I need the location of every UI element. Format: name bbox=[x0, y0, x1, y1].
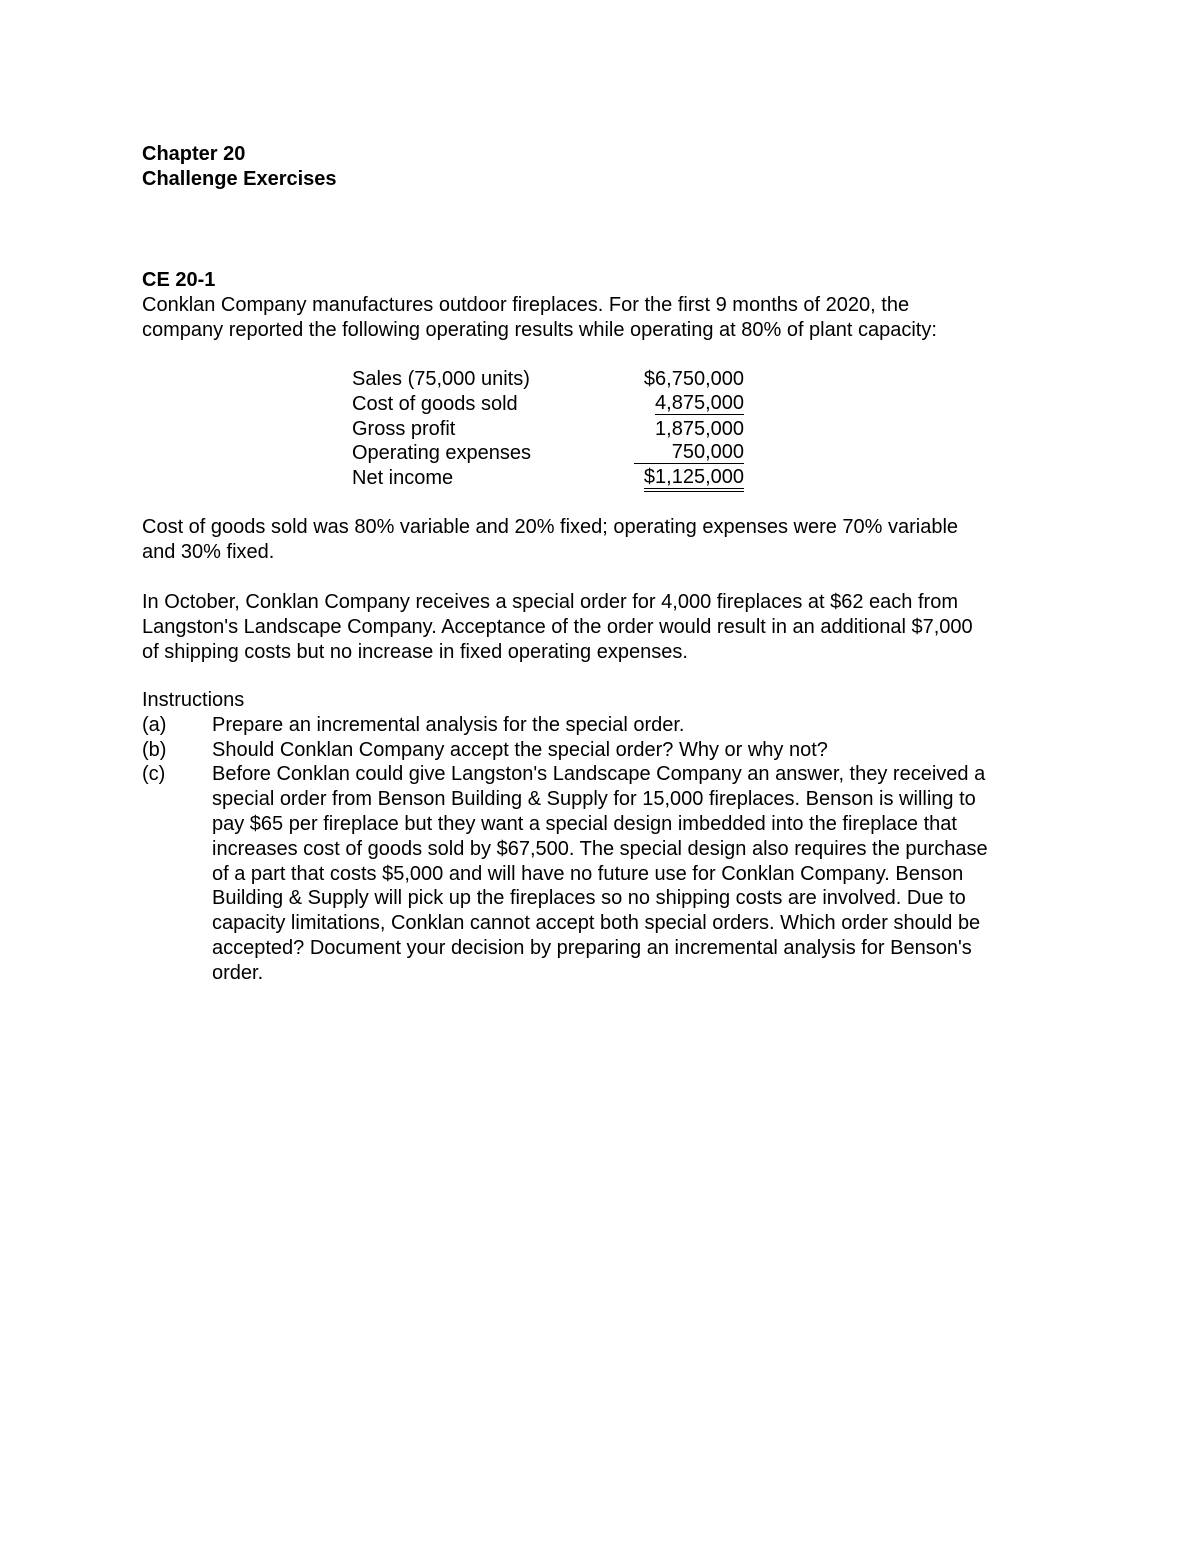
statement-label: Net income bbox=[352, 467, 454, 490]
instruction-item bbox=[142, 738, 1072, 763]
exercise-id: CE 20-1 bbox=[142, 269, 216, 291]
instruction-line: accepted? Document your decision by preparing an incremental analysis for Benson's bbox=[212, 936, 972, 959]
instruction-letter: (c) bbox=[142, 763, 166, 786]
instructions bbox=[142, 688, 1072, 986]
statement-value: 1,875,000 bbox=[655, 417, 744, 440]
statement-row bbox=[352, 392, 744, 417]
instruction-line: special order from Benson Building & Supply for 15,000 fireplaces. Benson is willing to bbox=[212, 788, 976, 811]
exercise-intro bbox=[142, 268, 1072, 342]
statement-label: Sales (75,000 units) bbox=[352, 368, 530, 390]
statement-row bbox=[352, 417, 744, 442]
statement-label: Operating expenses bbox=[352, 442, 532, 465]
statement-value: 4,875,000 bbox=[655, 391, 744, 414]
paragraph-line: Langston's Landscape Company. Acceptance of the order would result in an additional $7,000 bbox=[142, 615, 973, 638]
instruction-line: increases cost of goods sold by $67,500. The special design also requires the purchase bbox=[212, 837, 988, 860]
instruction-line: Should Conklan Company accept the special order? Why or why not? bbox=[212, 738, 828, 761]
section-title: Challenge Exercises bbox=[142, 167, 337, 190]
statement-row bbox=[352, 367, 744, 392]
statement-label: Cost of goods sold bbox=[352, 392, 518, 415]
order-paragraph bbox=[142, 590, 1072, 664]
statement-row bbox=[352, 441, 744, 466]
statement-value: 750,000 bbox=[634, 441, 744, 464]
document-header bbox=[142, 142, 337, 192]
statement-value: $6,750,000 bbox=[643, 368, 744, 390]
paragraph-line: and 30% fixed. bbox=[142, 540, 275, 563]
statement-value: $1,125,000 bbox=[644, 466, 744, 492]
instruction-line: Prepare an incremental analysis for the special order. bbox=[212, 713, 685, 736]
paragraph-line: In October, Conklan Company receives a special order for 4,000 fireplaces at $62 each from bbox=[142, 591, 958, 613]
statement-label: Gross profit bbox=[352, 417, 456, 440]
cost-paragraph bbox=[142, 515, 1072, 565]
instruction-letter: (a) bbox=[142, 713, 167, 736]
instruction-line: pay $65 per fireplace but they want a special design imbedded into the fireplace that bbox=[212, 812, 957, 835]
instruction-letter: (b) bbox=[142, 738, 167, 761]
intro-line: company reported the following operating results while operating at 80% of plant capacity: bbox=[142, 318, 937, 341]
instruction-item bbox=[142, 762, 1072, 985]
instruction-line: order. bbox=[212, 961, 264, 984]
instruction-line: Building & Supply will pick up the fireplaces so no shipping costs are involved. Due to bbox=[212, 887, 966, 910]
instruction-line: of a part that costs $5,000 and will have no future use for Conklan Company. Benson bbox=[212, 862, 964, 885]
instruction-item bbox=[142, 713, 1072, 738]
instruction-line: capacity limitations, Conklan cannot accept both special orders. Which order should be bbox=[212, 912, 981, 935]
instruction-line: Before Conklan could give Langston's Landscape Company an answer, they received a bbox=[212, 763, 986, 786]
intro-line: Conklan Company manufactures outdoor fireplaces. For the first 9 months of 2020, the bbox=[142, 293, 910, 316]
statement-row bbox=[352, 466, 744, 491]
instructions-title: Instructions bbox=[142, 689, 245, 711]
paragraph-line: of shipping costs but no increase in fixed operating expenses. bbox=[142, 640, 688, 663]
paragraph-line: Cost of goods sold was 80% variable and 20% fixed; operating expenses were 70% variable bbox=[142, 516, 959, 538]
income-statement bbox=[352, 367, 744, 491]
chapter-title: Chapter 20 bbox=[142, 143, 246, 165]
